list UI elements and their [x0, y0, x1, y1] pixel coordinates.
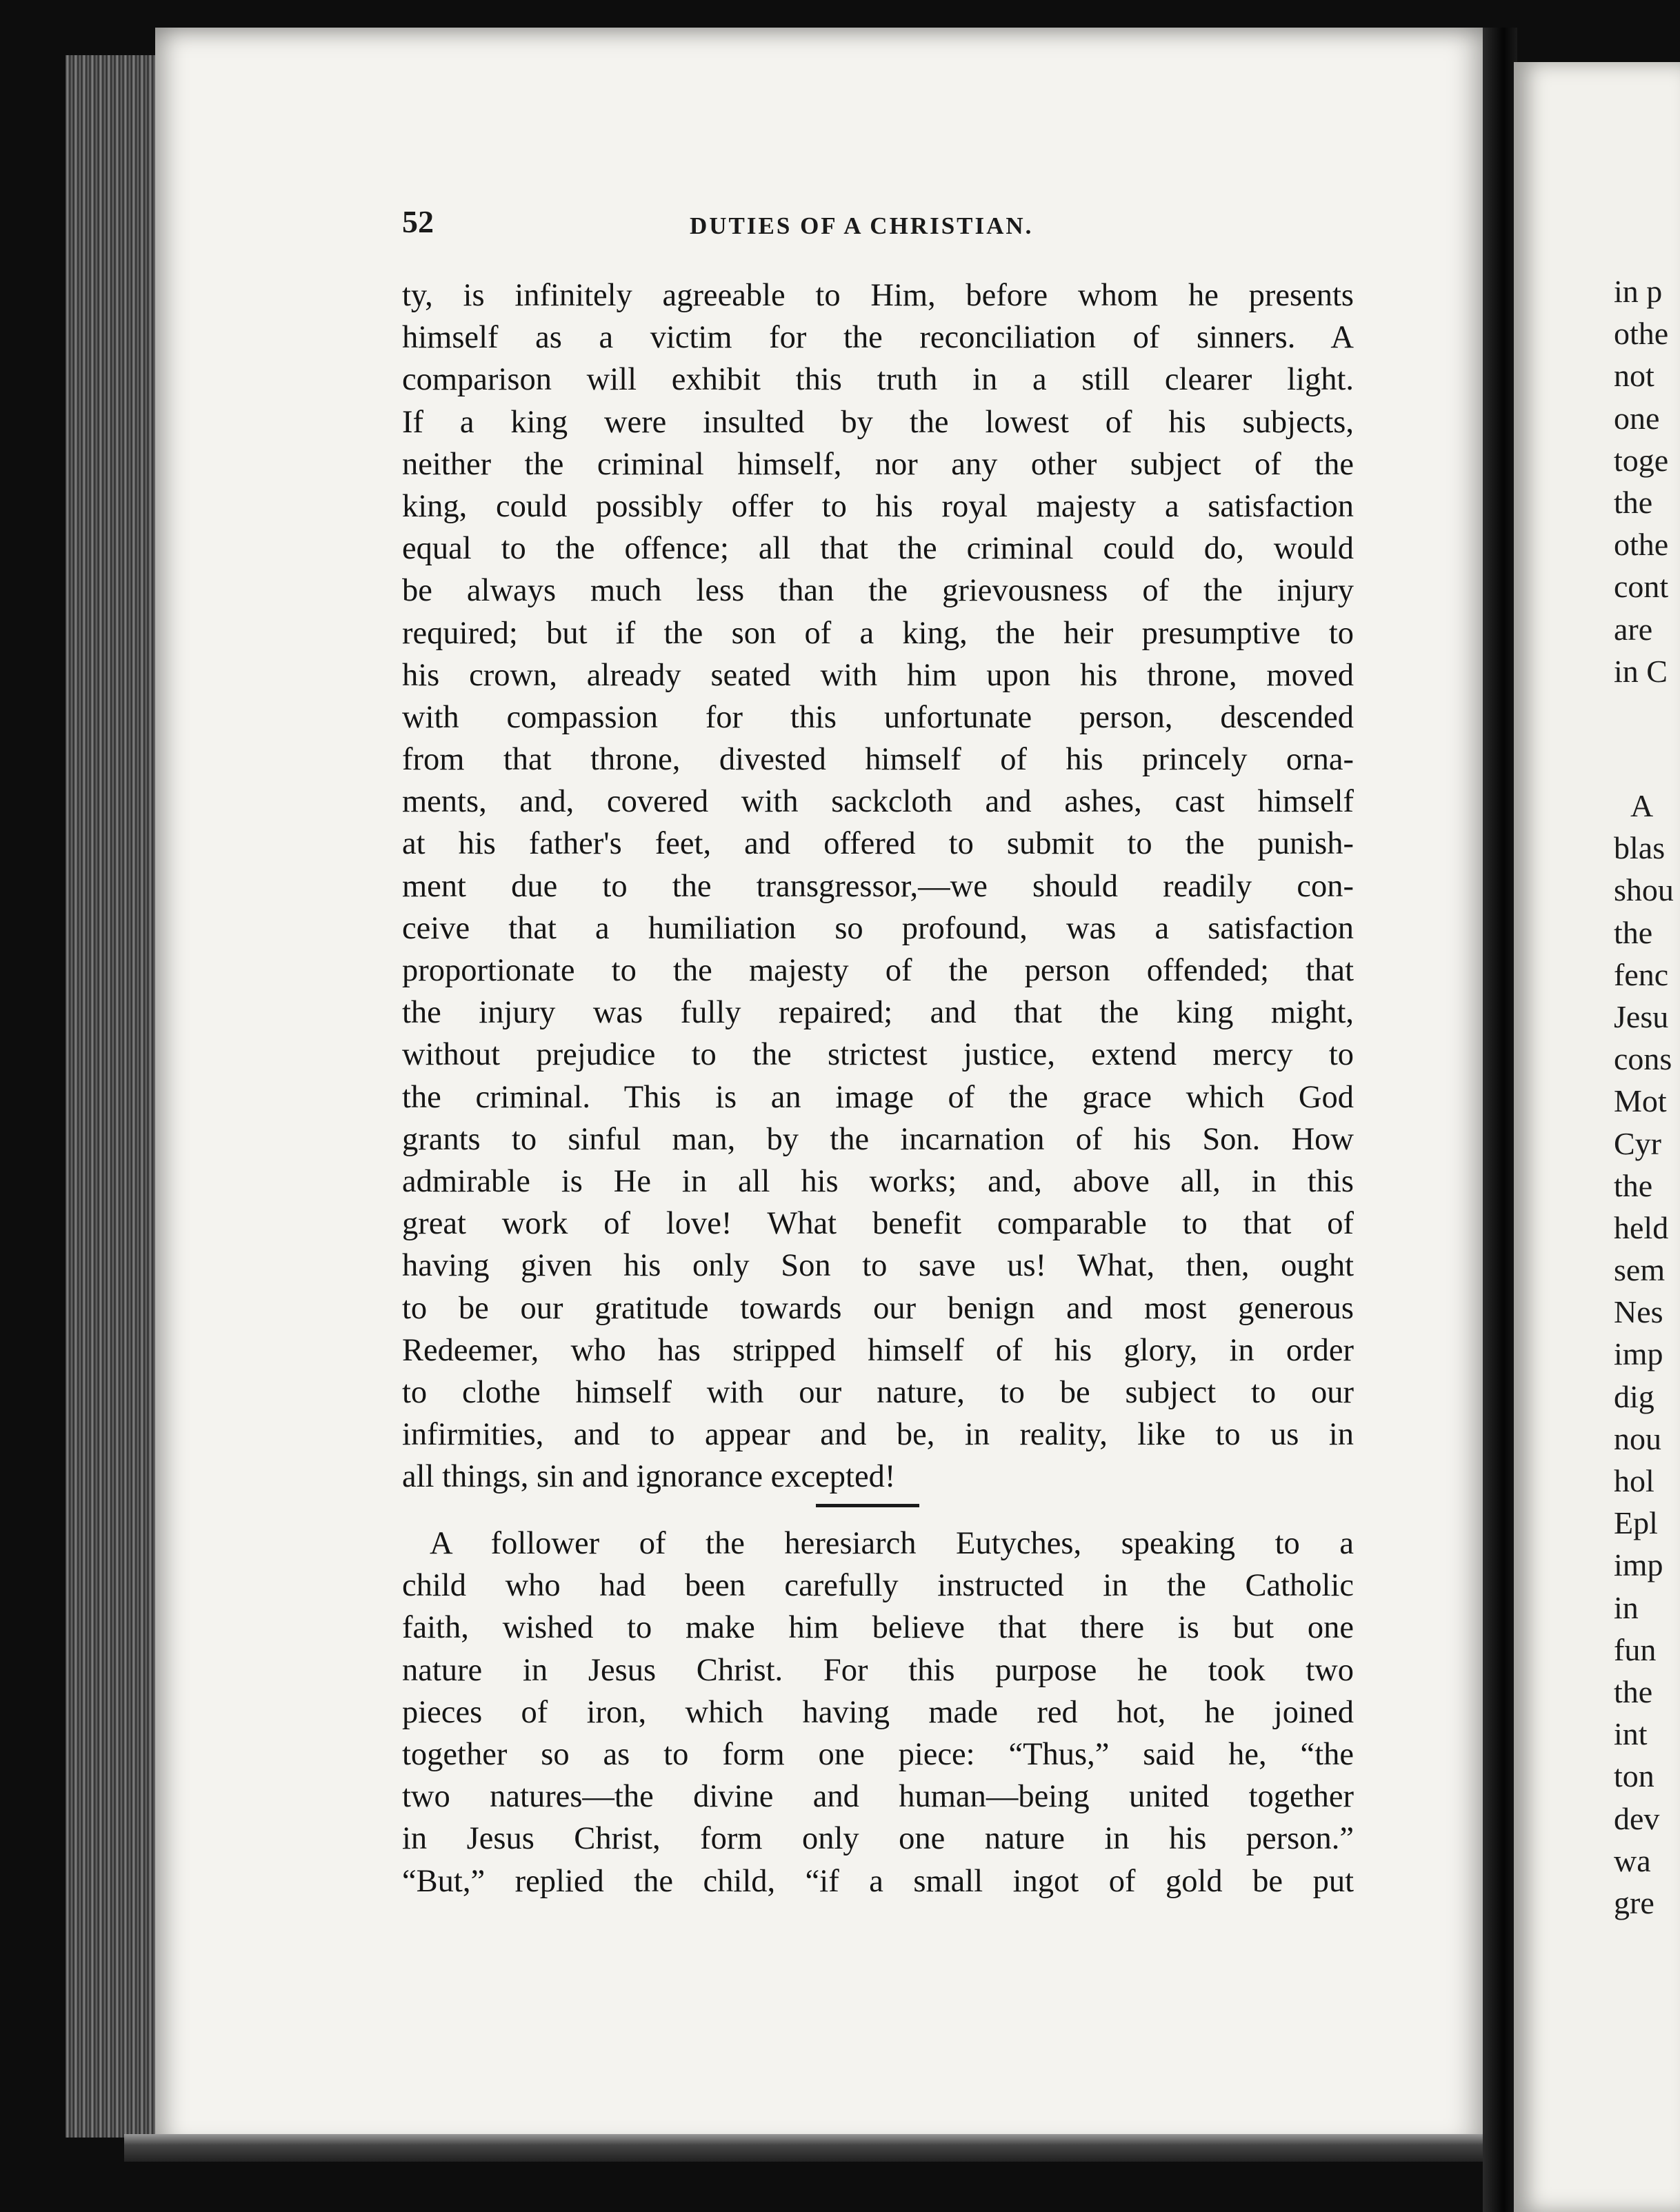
facing-text-line: in p	[1614, 274, 1663, 309]
facing-text-line: dev	[1614, 1800, 1660, 1836]
facing-text-line: sem	[1614, 1252, 1666, 1288]
facing-text-line: Cyr	[1614, 1125, 1661, 1161]
text-line: with compassion for this unfortunate person, descended	[402, 699, 1354, 735]
text-line: admirable is He in all his works; and, above all, in this	[402, 1163, 1354, 1199]
facing-text-line: hol	[1614, 1463, 1654, 1498]
facing-text-line: gre	[1614, 1884, 1654, 1920]
facing-page-column-top	[1614, 270, 1680, 692]
text-line: all things, sin and ignorance excepted!	[402, 1459, 896, 1495]
text-line: required; but if the son of a king, the heir presumptive to	[402, 615, 1354, 651]
text-line: neither the criminal himself, nor any other subject of the	[402, 446, 1354, 482]
running-head: DUTIES OF A CHRISTIAN.	[690, 212, 1034, 239]
facing-text-line: int	[1614, 1716, 1648, 1752]
facing-text-line: Epl	[1614, 1505, 1658, 1541]
facing-text-line: shou	[1614, 872, 1674, 908]
text-line: If a king were insulted by the lowest of his subjects,	[402, 404, 1354, 440]
facing-text-line: not	[1614, 358, 1654, 394]
text-line: from that throne, divested himself of his princely orna-	[402, 742, 1354, 778]
text-line: two natures—the divine and human—being united together	[402, 1779, 1354, 1815]
page-edges	[66, 55, 169, 2138]
facing-text-line: the	[1614, 1673, 1653, 1709]
text-line: pieces of iron, which having made red hot, he joined	[402, 1694, 1354, 1730]
paragraph-2	[402, 1522, 1354, 1902]
facing-text-line: Nes	[1614, 1294, 1663, 1330]
facing-text-line: nou	[1614, 1420, 1661, 1456]
paragraph-1	[402, 274, 1354, 1498]
section-divider	[816, 1504, 919, 1507]
text-line: faith, wished to make him believe that there is but one	[402, 1610, 1354, 1646]
text-line: be always much less than the grievousness of the injury	[402, 573, 1354, 609]
facing-text-line: held	[1614, 1209, 1669, 1245]
facing-text-line: the	[1614, 484, 1653, 520]
facing-text-line: toge	[1614, 442, 1669, 478]
facing-text-line: othe	[1614, 527, 1669, 563]
text-line: grants to sinful man, by the incarnation of his Son. How	[402, 1121, 1354, 1157]
text-line: ment due to the transgressor,—we should readily con-	[402, 868, 1354, 904]
text-line: ty, is infinitely agreeable to Him, before whom he presents	[402, 278, 1354, 313]
text-line: nature in Jesus Christ. For this purpose he took two	[402, 1652, 1354, 1688]
text-line: ceive that a humiliation so profound, was a satisfaction	[402, 910, 1354, 946]
text-line: in Jesus Christ, form only one nature in his person.”	[402, 1821, 1354, 1857]
facing-text-line: are	[1614, 611, 1653, 647]
page-number: 52	[402, 204, 434, 239]
text-line: “But,” replied the child, “if a small ingot of gold be put	[402, 1863, 1354, 1899]
facing-text-line: the	[1614, 1167, 1653, 1203]
text-line: to be our gratitude towards our benign and most generous	[402, 1290, 1354, 1326]
facing-text-line: in	[1614, 1589, 1639, 1625]
text-line: comparison will exhibit this truth in a still clearer light.	[402, 362, 1354, 398]
text-line: to clothe himself with our nature, to be subject to our	[402, 1374, 1354, 1410]
text-line: king, could possibly offer to his royal majesty a satisfaction	[402, 488, 1354, 524]
facing-text-line: cons	[1614, 1041, 1672, 1077]
bottom-page-edge	[124, 2134, 1497, 2162]
text-line: child who had been carefully instructed in the Catholic	[402, 1568, 1354, 1604]
facing-text-line: imp	[1614, 1547, 1663, 1583]
text-line: without prejudice to the strictest justice, extend mercy to	[402, 1037, 1354, 1073]
facing-text-line: wa	[1614, 1842, 1651, 1878]
facing-text-line: A	[1630, 788, 1654, 823]
facing-page-column-bottom	[1614, 785, 1680, 1924]
facing-text-line: the	[1614, 914, 1653, 950]
facing-text-line: cont	[1614, 569, 1669, 605]
facing-text-line: fenc	[1614, 956, 1669, 992]
text-line: proportionate to the majesty of the person offended; that	[402, 953, 1354, 988]
text-line: Redeemer, who has stripped himself of his glory, in order	[402, 1332, 1354, 1368]
text-line: at his father's feet, and offered to submit to the punish-	[402, 826, 1354, 862]
text-line: great work of love! What benefit comparable to that of	[402, 1206, 1354, 1242]
facing-text-line: Jesu	[1614, 998, 1669, 1034]
text-line: himself as a victim for the reconciliation of sinners. A	[402, 320, 1354, 356]
text-line: the criminal. This is an image of the grace which God	[402, 1079, 1354, 1115]
facing-text-line: dig	[1614, 1378, 1654, 1414]
facing-text-line: othe	[1614, 316, 1669, 352]
text-line: equal to the offence; all that the criminal could do, would	[402, 531, 1354, 567]
facing-text-line: blas	[1614, 830, 1666, 866]
facing-text-line: ton	[1614, 1758, 1654, 1794]
facing-text-line: imp	[1614, 1336, 1663, 1372]
facing-text-line: fun	[1614, 1631, 1657, 1667]
text-line: together so as to form one piece: “Thus,” said he, “the	[402, 1736, 1354, 1772]
text-line: the injury was fully repaired; and that the king might,	[402, 995, 1354, 1031]
text-line: infirmities, and to appear and be, in reality, like to us in	[402, 1417, 1354, 1453]
facing-text-line: in C	[1614, 653, 1668, 689]
facing-text-line: Mot	[1614, 1083, 1667, 1119]
text-line: his crown, already seated with him upon his throne, moved	[402, 657, 1354, 693]
facing-text-line: one	[1614, 400, 1660, 436]
text-line: having given his only Son to save us! What, then, ought	[402, 1248, 1354, 1284]
text-line: A follower of the heresiarch Eutyches, speaking to a	[430, 1526, 1354, 1561]
text-line: ments, and, covered with sackcloth and ashes, cast himself	[402, 784, 1354, 820]
book-gutter	[1483, 28, 1517, 2212]
